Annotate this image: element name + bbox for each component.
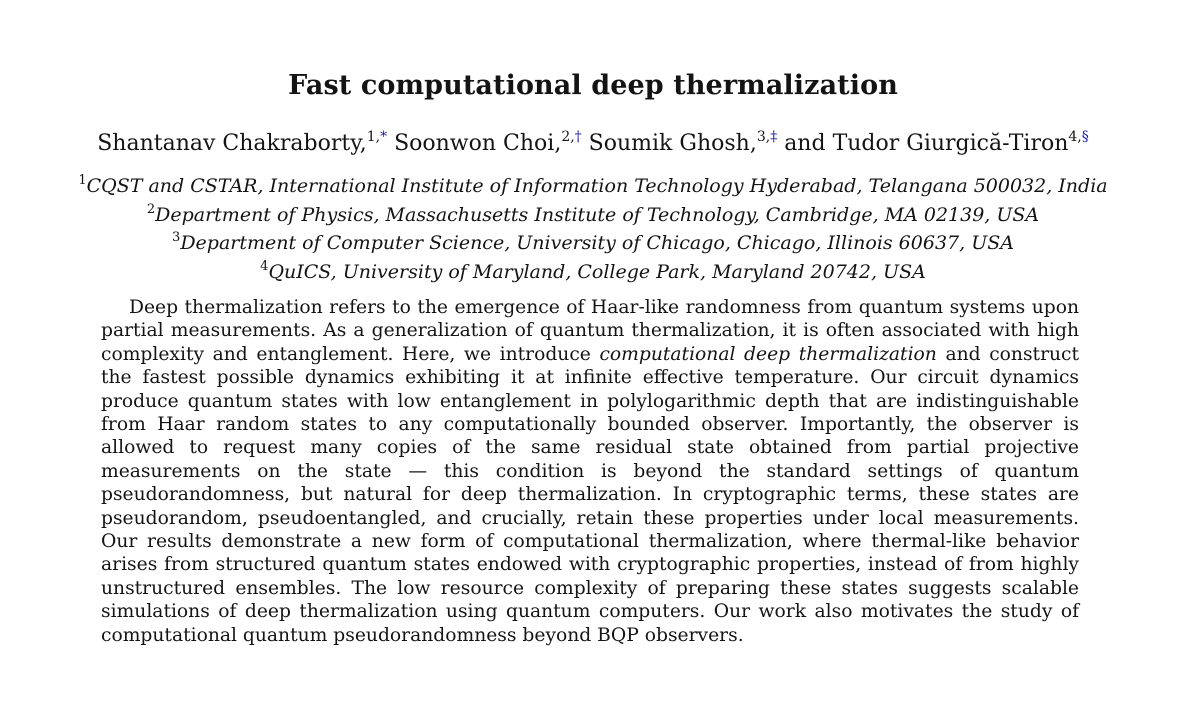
footnote-mark[interactable]: ‡ <box>770 129 778 145</box>
abstract-emphasis: computational deep thermalization <box>599 343 937 365</box>
affiliation-line <box>0 229 1186 258</box>
author-conjunction: and <box>784 131 826 156</box>
affiliation-number: 1, <box>366 129 381 145</box>
affiliation-number: 3 <box>172 230 181 245</box>
affiliation-text: QuICS, University of Maryland, College Park, Maryland 20742, USA <box>268 260 926 283</box>
affiliation-number: 4, <box>1068 129 1082 145</box>
footnote-mark[interactable]: † <box>574 129 582 145</box>
affiliation-number: 1 <box>78 173 87 188</box>
footnote-mark[interactable]: § <box>1081 129 1089 145</box>
abstract-paragraph <box>101 296 1079 647</box>
author-name: Shantanav Chakraborty, <box>97 131 367 156</box>
author-name: Soonwon Choi, <box>394 131 562 156</box>
author-list <box>0 131 1186 156</box>
affiliation-number: 3, <box>756 129 771 145</box>
affiliation-text: Department of Computer Science, University of Chicago, Chicago, Illinois 60637, USA <box>180 232 1014 254</box>
affiliation-text: CQST and CSTAR, International Institute of Information Technology Hyderabad, Telangana 500032, India <box>86 175 1108 197</box>
affiliation-text: Department of Physics, Massachusetts Institute of Technology, Cambridge, MA 02139, USA <box>155 203 1040 226</box>
abstract-text: and construct the fastest possible dynamics exhibiting it at infinite effective temperature. Our circuit dynamics produce quantum states with low entanglement in polylogarithmic depth that are indistinguishable from Haar random states to any computationally bounded observer. Importantly, the observer is allowed to request many copies of the same residual state obtained from partial projective measurements on the state — this condition is beyond the standard settings of quantum pseudorandomness, but natural for deep thermalization. In cryptographic terms, these states are pseudorandom, pseudoentangled, and crucially, retain these properties under local measurements. Our results demonstrate a new form of computational thermalization, where thermal-like behavior arises from structured quantum states endowed with cryptographic properties, instead of from highly unstructured ensembles. The low resource complexity of preparing these states suggests scalable simulations of deep thermalization using quantum computers. Our work also motivates the study of computational quantum pseudorandomness beyond BQP observers. <box>101 343 1080 646</box>
affiliation-number: 2 <box>146 201 156 217</box>
author-name: Tudor Giurgică-Tiron <box>832 131 1069 156</box>
affiliation-number: 2, <box>561 129 575 145</box>
affiliation-line <box>0 258 1186 287</box>
affiliation-list <box>0 172 1186 286</box>
author-name: Soumik Ghosh, <box>588 131 757 156</box>
footnote-mark[interactable]: * <box>380 129 388 145</box>
paper-title: Fast computational deep thermalization <box>288 70 898 101</box>
affiliation-number: 4 <box>260 258 269 274</box>
abstract-text: Deep thermalization refers to the emergence of Haar-like randomness from quantum systems upon partial measurements. As a generalization of quantum thermalization, it is often associated with high complexity and entanglement. Here, we introduce <box>101 297 1079 365</box>
affiliation-line <box>0 201 1186 230</box>
affiliation-line <box>0 172 1186 201</box>
